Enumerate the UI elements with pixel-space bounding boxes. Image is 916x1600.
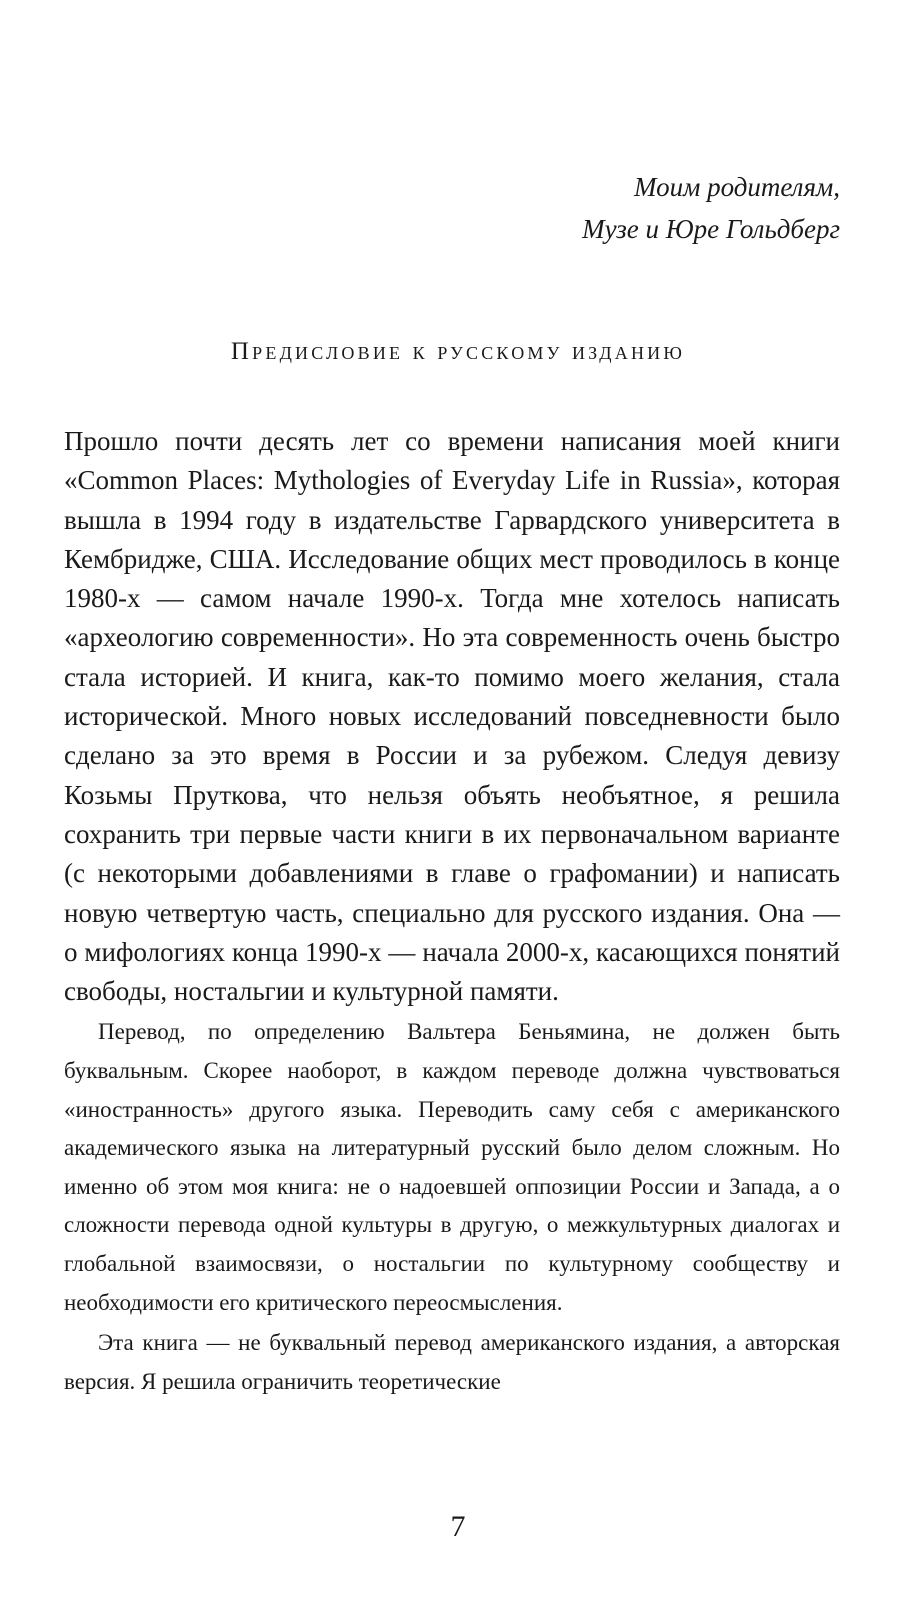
body-text [64,422,840,1401]
dedication-line-1: Моим родителям, [633,172,840,202]
paragraph-3: Эта книга — не буквальный перевод американского издания, а авторская версия. Я решила ограничить теоретические [64,1330,840,1394]
paragraph-1: Прошло почти десять лет со времени написания моей книги «Common Places: Mythologies of Everyday Life in Russia», которая вышла в 1994 году в издательстве Гарвардского университета в Кембридже, США. Исследование общих мест проводилось в конце 1980-х — самом начале 1990-х. Тогда мне хотелось написать «археологию современности». Но эта современность очень быстро стала историей. И книга, как-то помимо моего желания, стала исторической. Много новых исследований повседневности было сделано за это время в России и за рубежом. Следуя девизу Козьмы Пруткова, что нельзя объять необъятное, я решила сохранить три первые части книги в их первоначальном варианте (с некоторыми добавлениями в главе о графомании) и написать новую четвертую часть, специально для русского издания. Она — о мифологиях конца 1990-х — начала 2000-х, касающихся понятий свободы, ностальгии и культурной памяти. [64,426,840,1007]
chapter-heading: Предисловие к русскому изданию [230,338,686,365]
dedication [582,166,840,250]
paragraph-2: Перевод, по определению Вальтера Беньямина, не должен быть буквальным. Скорее наоборот, в каждом переводе должна чувствоваться «иностранность» другого языка. Переводить саму себя с американского академического языка на литературный русский было делом сложным. Но именно об этом моя книга: не о надоевшей оппозиции России и Запада, а о сложности перевода одной культуры в другую, о межкультурных диалогах и глобальной взаимосвязи, о ностальгии по культурному сообществу и необходимости его критического переосмысления. [64,1019,840,1315]
dedication-line-2: Музе и Юре Гольдберг [582,214,840,244]
page-number: 7 [450,1510,466,1543]
